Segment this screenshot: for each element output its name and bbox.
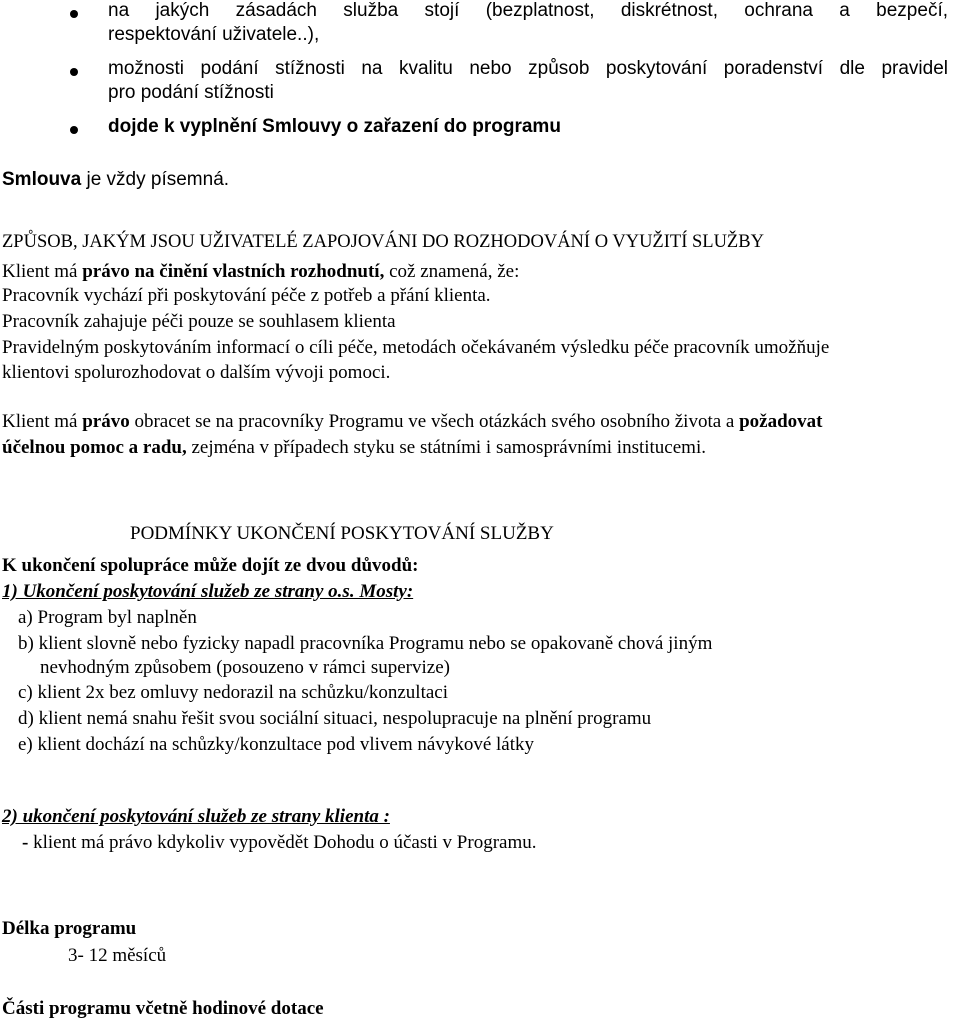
parts-heading: Části programu včetně hodinové dotace <box>2 998 324 1019</box>
bullet-1-line-1: na jakých zásadách služba stojí (bezplatnost, diskrétnost, ochrana a bezpečí, <box>108 0 948 21</box>
bullet-3: dojde k vyplnění Smlouvy o zařazení do programu <box>108 116 561 137</box>
paragraph-line <box>2 436 706 460</box>
bullet-2-line-2: pro podání stížnosti <box>108 82 274 103</box>
text-run-bold: - <box>22 832 34 853</box>
termination-item: d) klient nemá snahu řešit svou sociální situaci, nespolupracuje na plnění programu <box>18 708 652 729</box>
termination-item: b) klient slovně nebo fyzicky napadl pracovníka Programu nebo se opakovaně chová jiným <box>18 633 713 654</box>
termination-item: nevhodným způsobem (posouzeno v rámci supervize) <box>40 657 450 678</box>
text-run: obracet se na pracovníky Programu ve všech otázkách svého osobního života a <box>129 411 740 432</box>
text-run-bold: právo <box>82 411 130 432</box>
termination-item: e) klient dochází na schůzky/konzultace pod vlivem návykové látky <box>18 734 534 755</box>
termination-sub-2: 2) ukončení poskytování služeb ze strany klienta : <box>2 806 390 827</box>
text-run: Klient má <box>2 411 83 432</box>
section-heading-decision: ZPŮSOB, JAKÝM JSOU UŽIVATELÉ ZAPOJOVÁNI DO ROZHODOVÁNÍ O VYUŽITÍ SLUŽBY <box>2 232 764 252</box>
text-run: zejména v případech styku se státními i samosprávními institucemi. <box>186 437 706 458</box>
termination-intro: K ukončení spolupráce může dojít ze dvou důvodů: <box>2 555 419 576</box>
bullet-1-line-2: respektování uživatele..), <box>108 24 320 45</box>
paragraph-line: Pracovník zahajuje péči pouze se souhlasem klienta <box>2 311 396 332</box>
contract-rest: je vždy písemná. <box>81 169 230 190</box>
termination-sub-1: 1) Ukončení poskytování služeb ze strany o.s. Mosty: <box>2 581 414 602</box>
text-run: Klient má <box>2 261 83 282</box>
bullet-dot <box>70 68 78 76</box>
text-run-bold: právo na činění vlastních rozhodnutí, <box>82 261 385 282</box>
text-run: klient má právo kdykoliv vypovědět Dohodu o účasti v Programu. <box>33 832 537 853</box>
paragraph-line: Pracovník vychází při poskytování péče z potřeb a přání klienta. <box>2 285 491 306</box>
client-right-line <box>2 260 519 284</box>
length-value: 3- 12 měsíců <box>68 945 167 966</box>
paragraph-line <box>2 410 823 434</box>
paragraph-line: Pravidelným poskytováním informací o cíli péče, metodách očekávaném výsledku péče pracovník umožňuje <box>2 337 830 358</box>
text-run: což znamená, že: <box>384 261 520 282</box>
client-termination-line <box>22 831 537 855</box>
termination-item: a) Program byl naplněn <box>18 607 197 628</box>
bullet-2-line-1: možnosti podání stížnosti na kvalitu nebo způsob poskytování poradenství dle pravidel <box>108 58 948 79</box>
contract-note <box>2 168 229 192</box>
length-heading: Délka programu <box>2 918 137 939</box>
bullet-dot <box>70 10 78 18</box>
text-run-bold: účelnou pomoc a radu, <box>2 437 187 458</box>
contract-bold: Smlouva <box>2 169 82 190</box>
termination-item: c) klient 2x bez omluvy nedorazil na schůzku/konzultaci <box>18 682 448 703</box>
section-heading-termination: PODMÍNKY UKONČENÍ POSKYTOVÁNÍ SLUŽBY <box>130 523 554 544</box>
bullet-dot <box>70 126 78 134</box>
text-run-bold: požadovat <box>739 411 823 432</box>
paragraph-line: klientovi spolurozhodovat o dalším vývoji pomoci. <box>2 362 391 383</box>
